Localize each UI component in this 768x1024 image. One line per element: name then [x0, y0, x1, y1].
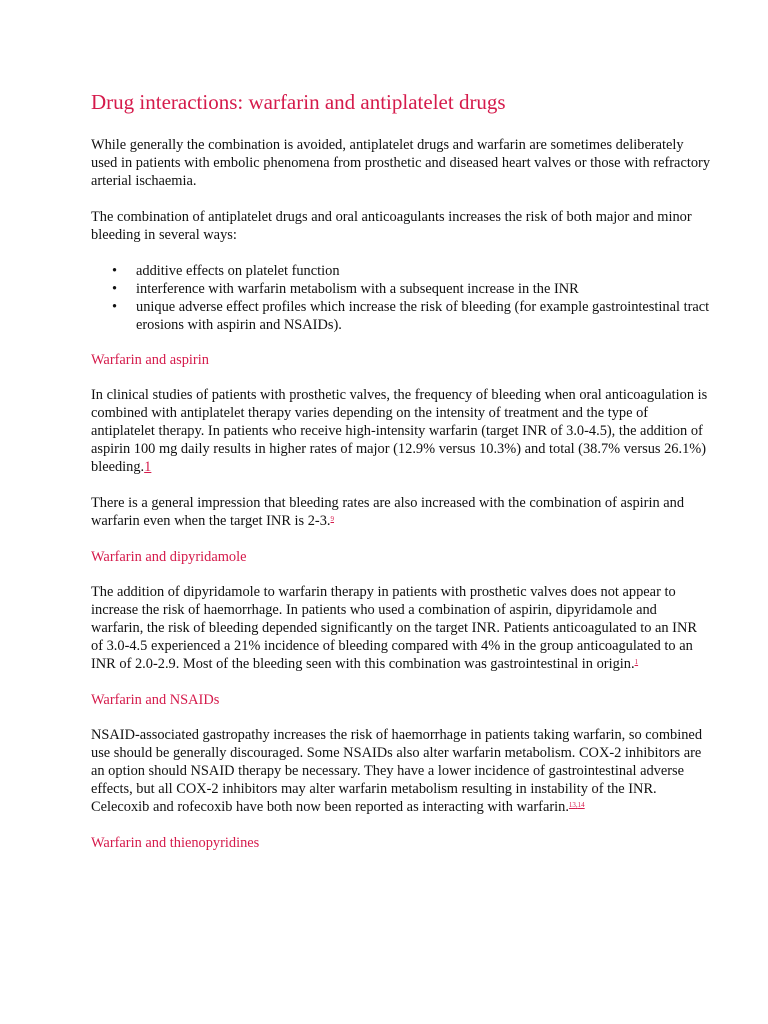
nsaids-paragraph — [91, 726, 711, 816]
list-item-text: unique adverse effect profiles which increase the risk of bleeding (for example gastrointestinal tract erosions with aspirin and NSAIDs). — [136, 299, 710, 333]
reference-separator: , — [575, 801, 578, 809]
list-item-text: interference with warfarin metabolism with a subsequent increase in the INR — [136, 281, 579, 297]
reference-link[interactable]: 9 — [330, 515, 334, 523]
list-item — [91, 298, 711, 334]
bullet-icon: • — [112, 263, 118, 279]
section-heading-nsaids: Warfarin and NSAIDs — [91, 692, 220, 708]
reference-link[interactable]: 14 — [577, 801, 585, 809]
combination-paragraph: The combination of antiplatelet drugs and oral anticoagulants increases the risk of both major and minor bleeding in several ways: — [91, 209, 692, 243]
paragraph-text: NSAID-associated gastropathy increases the risk of haemorrhage in patients taking warfarin, so combined use should be generally discouraged. Some NSAIDs also alter warfarin metabolism. COX-2 inhibitors are an option should NSAID therapy be necessary. They have a lower incidence of gastrointestinal adverse effects, but all COX-2 inhibitors may alter warfarin metabolism resulting in instability of the INR. Celecoxib and rofecoxib have both now been reported as interacting with warfarin. — [91, 727, 703, 815]
section-heading-dipyridamole: Warfarin and dipyridamole — [91, 549, 247, 565]
paragraph-text: There is a general impression that bleeding rates are also increased with the combination of aspirin and warfarin even when the target INR is 2-3. — [91, 495, 685, 529]
reference-link[interactable]: 1 — [634, 658, 639, 666]
bleeding-mechanisms-list — [91, 262, 711, 334]
list-item-text: additive effects on platelet function — [136, 263, 340, 279]
section-heading-thienopyridines: Warfarin and thienopyridines — [91, 835, 260, 851]
reference-link[interactable]: 13 — [568, 801, 576, 809]
list-item — [91, 262, 711, 280]
page-title: Drug interactions: warfarin and antiplatelet drugs — [91, 90, 506, 114]
paragraph-text: In clinical studies of patients with prosthetic valves, the frequency of bleeding when oral anticoagulation is combined with antiplatelet therapy varies depending on the intensity of treatment and the type of antiplatelet therapy. In patients who receive high-intensity warfarin (target INR of 3.0-4.5), the addition of aspirin 100 mg daily results in higher rates of major (12.9% versus 10.3%) and total (38.7% versus 26.1%) bleeding. — [91, 387, 708, 475]
aspirin-paragraph-2 — [91, 494, 711, 530]
bullet-icon: • — [112, 281, 118, 297]
aspirin-paragraph-1 — [91, 386, 711, 476]
list-item — [91, 280, 711, 298]
document-body — [91, 88, 711, 869]
dipyridamole-paragraph — [91, 583, 711, 673]
section-heading-aspirin: Warfarin and aspirin — [91, 352, 209, 368]
reference-link[interactable]: 1 — [144, 459, 152, 475]
paragraph-text: The addition of dipyridamole to warfarin therapy in patients with prosthetic valves does not appear to increase the risk of haemorrhage. In patients who used a combination of aspirin, dipyridamole and warfarin, the risk of bleeding depended significantly on the target INR. Patients anticoagulated to an INR of 3.0-4.5 experienced a 21% incidence of bleeding compared with 4% in the group anticoagulated to an INR of 2.0-2.9. Most of the bleeding seen with this combination was gastrointestinal in origin. — [91, 584, 697, 672]
intro-paragraph: While generally the combination is avoided, antiplatelet drugs and warfarin are sometimes deliberately used in patients with embolic phenomena from prosthetic and diseased heart valves or those with refractory arterial ischaemia. — [91, 137, 711, 189]
bullet-icon: • — [112, 299, 118, 315]
